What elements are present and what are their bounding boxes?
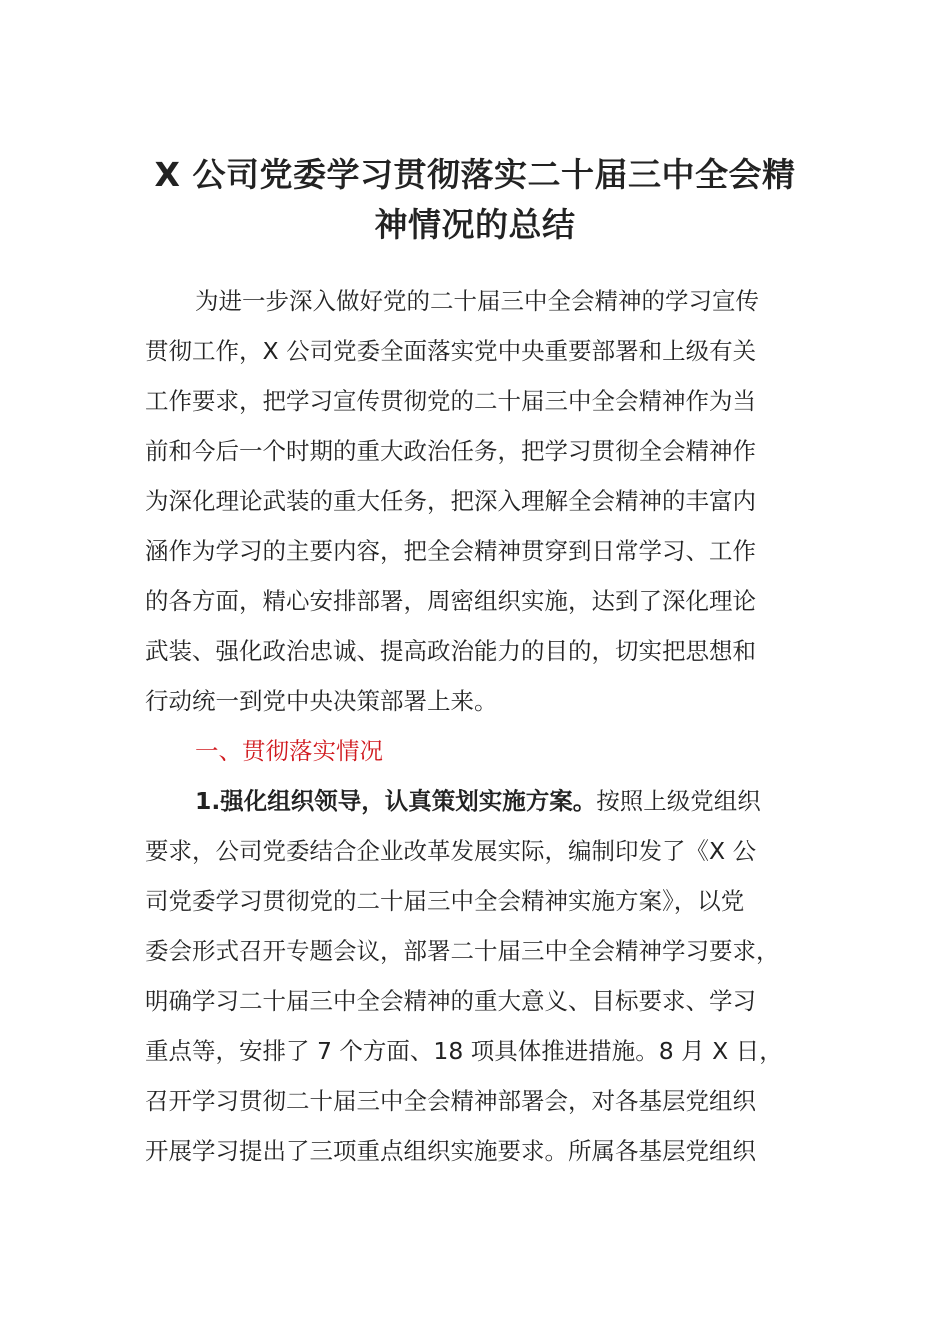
title-line-1: X 公司党委学习贯彻落实二十届三中全会精 [154, 155, 796, 194]
item1-line-6: 重点等，安排了 7 个方面、18 项具体推进措施。8 月 X 日， [145, 1037, 783, 1065]
intro-line-2: 贯彻工作，X 公司党委全面落实党中央重要部署和上级有关 [145, 337, 757, 365]
title-line-2: 神情况的总结 [374, 205, 576, 244]
item1-line-5: 明确学习二十届三中全会精神的重大意义、目标要求、学习 [145, 987, 756, 1015]
item1-first-line [145, 776, 805, 826]
document-title [120, 150, 830, 250]
intro-line-8: 武装、强化政治忠诚、提高政治能力的目的，切实把思想和 [145, 637, 756, 665]
item1-line-7: 召开学习贯彻二十届三中全会精神部署会，对各基层党组织 [145, 1087, 756, 1115]
intro-line-7: 的各方面，精心安排部署，周密组织实施，达到了深化理论 [145, 587, 756, 615]
item1-line-4: 委会形式召开专题会议，部署二十届三中全会精神学习要求， [145, 937, 780, 965]
intro-line-1: 为进一步深入做好党的二十届三中全会精神的学习宣传 [195, 287, 759, 315]
item1-line-8: 开展学习提出了三项重点组织实施要求。所属各基层党组织 [145, 1137, 756, 1165]
intro-line-5: 为深化理论武装的重大任务，把深入理解全会精神的丰富内 [145, 487, 756, 515]
item1-line-2: 要求，公司党委结合企业改革发展实际，编制印发了《X 公 [145, 837, 757, 865]
item1-first-rest: 按照上级党组织 [596, 787, 761, 815]
item1-heading: 1.强化组织领导，认真策划实施方案。 [195, 787, 597, 815]
document-body [145, 276, 805, 1176]
intro-line-4: 前和今后一个时期的重大政治任务，把学习贯彻全会精神作 [145, 437, 756, 465]
intro-line-3: 工作要求，把学习宣传贯彻党的二十届三中全会精神作为当 [145, 387, 756, 415]
item1-line-3: 司党委学习贯彻党的二十届三中全会精神实施方案》，以党 [145, 887, 745, 915]
intro-line-9: 行动统一到党中央决策部署上来。 [145, 687, 498, 715]
intro-line-6: 涵作为学习的主要内容，把全会精神贯穿到日常学习、工作 [145, 537, 756, 565]
section-heading: 一、贯彻落实情况 [195, 737, 383, 765]
